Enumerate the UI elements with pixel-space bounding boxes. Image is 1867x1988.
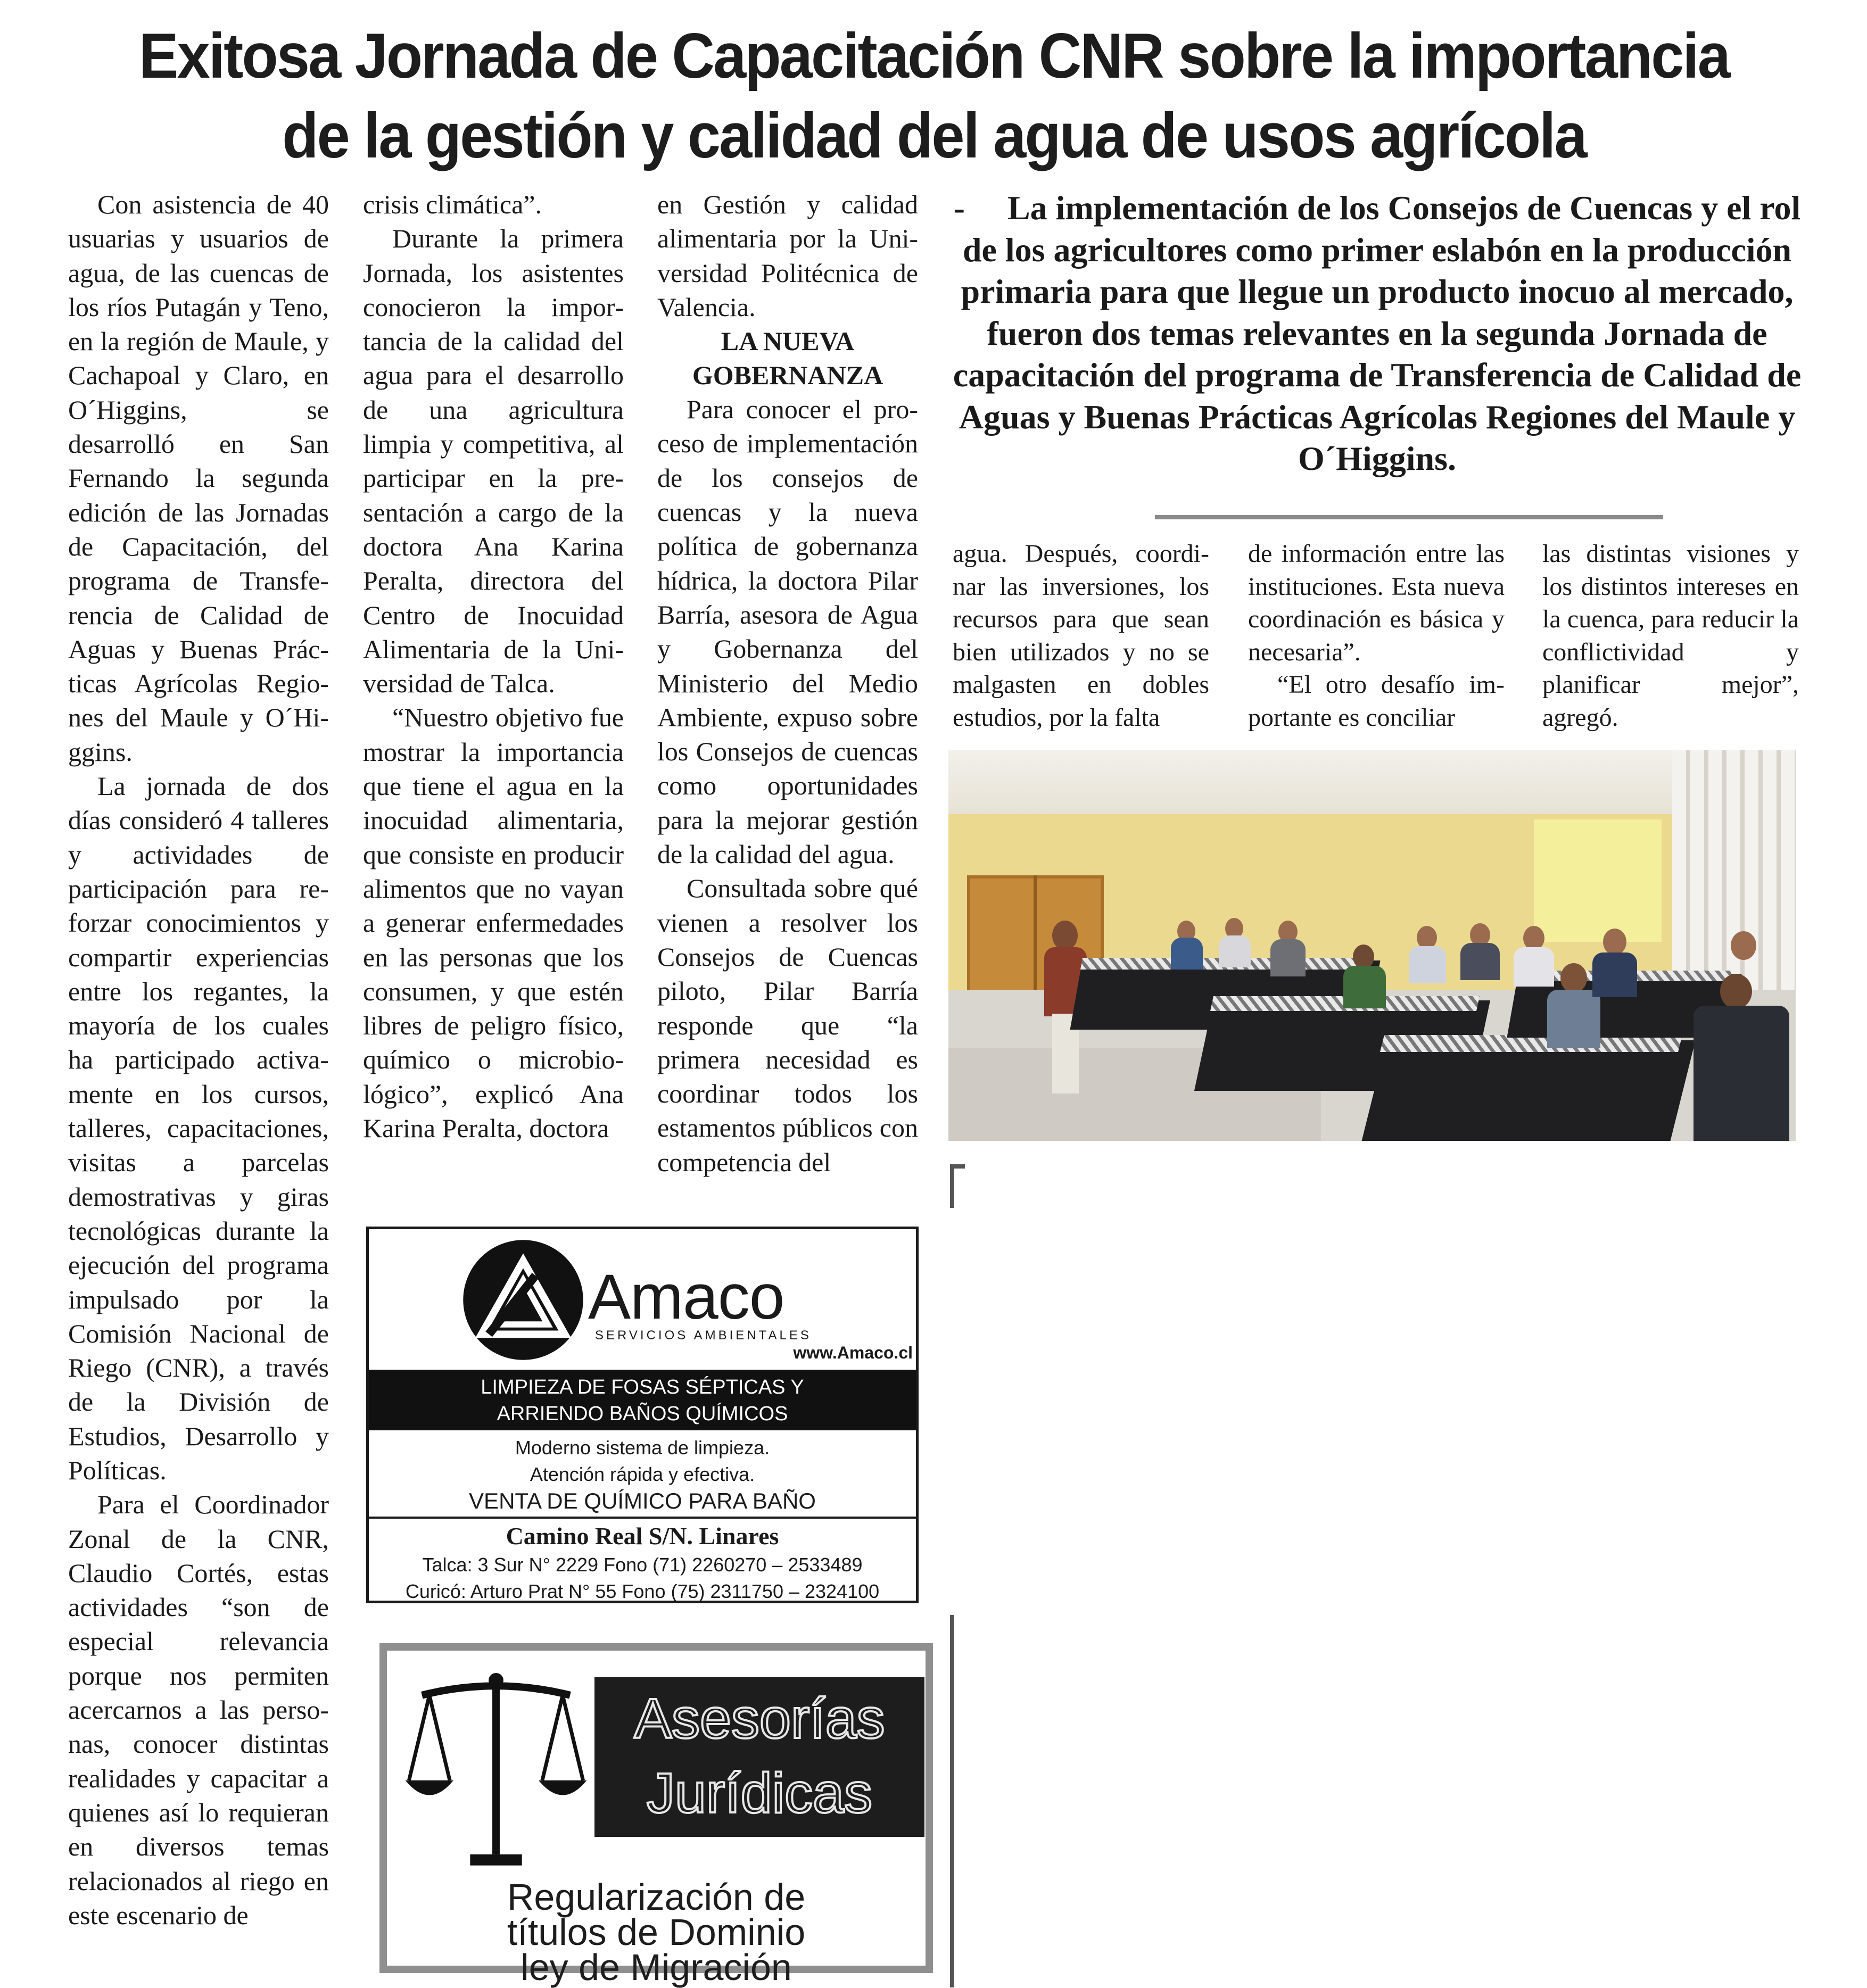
amaco-website: www.Amaco.cl xyxy=(793,1343,913,1362)
attendee-body xyxy=(1514,947,1554,987)
article-column-1 xyxy=(68,187,329,1932)
attendee-body xyxy=(1219,935,1251,967)
service-line: LIMPIEZA DE FOSAS SÉPTICAS Y xyxy=(481,1376,804,1398)
attendee-head xyxy=(1560,963,1587,993)
article-column-2 xyxy=(363,187,624,1145)
attendee-body xyxy=(1460,943,1500,980)
article-column-6 xyxy=(1542,537,1799,734)
paragraph: La jornada de dos días consideró 4 talleres y actividades de participación para reforzar conocimientos y compartir experiencias entre los regantes, la mayoría de los cuales ha participado activamente en los cursos, talleres, capacitaciones, visitas a parcelas demostrativas y giras tecnológicas durante la ejecución del programa impulsado por la Comisión Nacional de Riego (CNR), a través de la División de Estudios, Desarrollo y Políticas. xyxy=(68,771,329,1485)
attendee-body xyxy=(1592,952,1637,997)
paragraph: de información entre las instituciones. Esta nueva coordinación es básica y necesaria”. xyxy=(1248,540,1505,666)
vertical-divider xyxy=(950,1615,954,1987)
amaco-tagline: SERVICIOS AMBIENTALES xyxy=(595,1328,812,1343)
paragraph: Durante la primera Jornada, los asistentes conocieron la importancia de la calidad del agua para el desarrollo de una agricultura limpia y competitiva, al participar en la presentación a cargo de la doctora Ana Karina Peralta, directora del Centro de Inocuidad Alimentaria de la Universidad de Talca. xyxy=(363,223,624,699)
training-session-photo xyxy=(948,750,1796,1141)
lede-divider xyxy=(1155,515,1663,519)
presenter-head xyxy=(1052,921,1078,950)
asesorias-title-line: Asesorías xyxy=(634,1687,885,1750)
scales-of-justice-icon xyxy=(403,1669,589,1882)
amaco-description xyxy=(369,1435,916,1514)
paragraph: Consultada sobre qué vienen a resolver los Consejos de Cuencas piloto, Pilar Barría responde que “la primera necesidad es coordinar todos los estamentos públicos con competencia del xyxy=(657,873,918,1177)
section-subhead xyxy=(657,324,918,392)
subhead-line-2: GOBERNANZA xyxy=(692,360,883,391)
attendee-head xyxy=(1603,929,1626,955)
paragraph: en Gestión y calidad alimentaria por la Universidad Politécnica de Valencia. xyxy=(657,189,918,322)
headline xyxy=(130,16,1739,176)
corner-bracket xyxy=(950,1164,965,1208)
address-curico: Curicó: Arturo Prat N° 55 Fono (75) 2311750 – 2324100 xyxy=(405,1580,880,1602)
photo-ceiling xyxy=(948,750,1796,819)
lede-summary: - La implementación de los Consejos de Cuencas y el rol de los agricultores como primer eslabón en la producción primaria para que llegue un producto inocuo al mercado, fueron dos temas relevantes en la segunda Jornada de capacitación del programa de Transferencia de Calidad de Aguas y Buenas Prácticas Agrícolas Regiones del Maule y O´Higgins. xyxy=(953,189,1810,477)
amaco-divider xyxy=(369,1517,916,1519)
paragraph: crisis climática”. xyxy=(363,189,542,219)
photo-window xyxy=(1534,819,1662,942)
paragraph: “El otro desafío importante es conciliar xyxy=(1248,670,1505,732)
attendee-head xyxy=(1720,974,1752,1009)
service-line: ARRIENDO BAÑOS QUÍMICOS xyxy=(497,1403,788,1425)
triangle-logo-icon xyxy=(462,1239,584,1361)
subhead-line-1: LA NUEVA xyxy=(721,326,855,357)
headline-line-1: Exitosa Jornada de Capacitación CNR sobre la importancia xyxy=(138,20,1730,92)
asesorias-title-box xyxy=(594,1677,924,1837)
attendee-body xyxy=(1547,990,1600,1048)
paragraph: Con asistencia de 40 usuarias y usuarios de agua, de las cuencas de los ríos Putagán y Teno, en la región de Maule, y Cachapoal y Claro, en O´Higgins, se desarrolló en San Fernando la segunda edición de las Jornadas de Capacitación, del programa de Transferencia de Calidad de Aguas y Buenas Prácticas Agrícolas Regiones del Maule y O´Higgins. xyxy=(68,189,329,767)
paragraph: agua. Después, coordinar las inversiones, los recursos para que sean bien utilizados y no se malgasten en dobles estudios, por la falta xyxy=(953,540,1209,732)
attendee-body xyxy=(1343,966,1386,1008)
description-line: Moderno sistema de limpieza. xyxy=(515,1437,770,1459)
table xyxy=(1361,1040,1695,1141)
article-column-4 xyxy=(953,537,1209,734)
paragraph: las distintas visiones y los distintos intereses en la cuenca, para reducir la conflictividad y planificar mejor”, agregó. xyxy=(1542,540,1799,732)
paragraph: “Nuestro objetivo fue mostrar la importancia que tiene el agua en la inocuidad alimentaria, que consiste en producir alimentos que no vayan a generar enfermedades en las personas que los consumen, y que estén libres de peligro físico, químico o microbiológico”, explicó Ana Karina Peralta, doctora xyxy=(363,702,624,1144)
amaco-brand: Amaco xyxy=(588,1261,784,1332)
attendee-head xyxy=(1731,931,1756,960)
address-talca: Talca: 3 Sur N° 2229 Fono (71) 2260270 – 2533489 xyxy=(422,1554,863,1576)
address-main: Camino Real S/N. Linares xyxy=(506,1522,779,1550)
description-line: VENTA DE QUÍMICO PARA BAÑO xyxy=(469,1488,816,1513)
attendee-body xyxy=(1409,946,1446,983)
amaco-service-band xyxy=(369,1370,916,1430)
description-line: Atención rápida y efectiva. xyxy=(530,1463,755,1485)
article-column-5 xyxy=(1248,537,1505,734)
article-column-3 xyxy=(657,187,918,1179)
asesorias-description xyxy=(387,1876,926,1988)
asesorias-advertisement xyxy=(379,1643,933,1988)
attendee-body xyxy=(1693,1006,1789,1141)
asesorias-text-line: Regularización de xyxy=(507,1876,806,1918)
asesorias-text-line: títulos de Dominio xyxy=(507,1911,806,1953)
paragraph: Para el Coordinador Zonal de la CNR, Claudio Cortés, estas actividades “son de especial relevancia porque nos permiten acercarnos a las personas, conocer distintas realidades y capacitar a quienes así lo requieran en diversos temas relacionados al riego en este escenario de xyxy=(68,1489,329,1930)
attendee-body xyxy=(1171,938,1203,970)
amaco-addresses xyxy=(369,1521,916,1605)
headline-line-2: de la gestión y calidad del agua de usos agrícola xyxy=(282,100,1586,171)
paragraph: Para conocer el proceso de implementación de los consejos de cuencas y la nueva política de gobernanza hídrica, la doctora Pilar Barría, asesora de Agua y Gobernanza del Ministerio del Medio Ambiente, expuso sobre los Consejos de cuencas como oportunidades para la mejorar gestión de la calidad del agua. xyxy=(657,394,918,869)
asesorias-text-line: ley de Migración xyxy=(521,1946,792,1988)
asesorias-title-line: Jurídicas xyxy=(646,1762,873,1825)
attendee-body xyxy=(1270,939,1306,976)
amaco-advertisement xyxy=(366,1227,919,1603)
